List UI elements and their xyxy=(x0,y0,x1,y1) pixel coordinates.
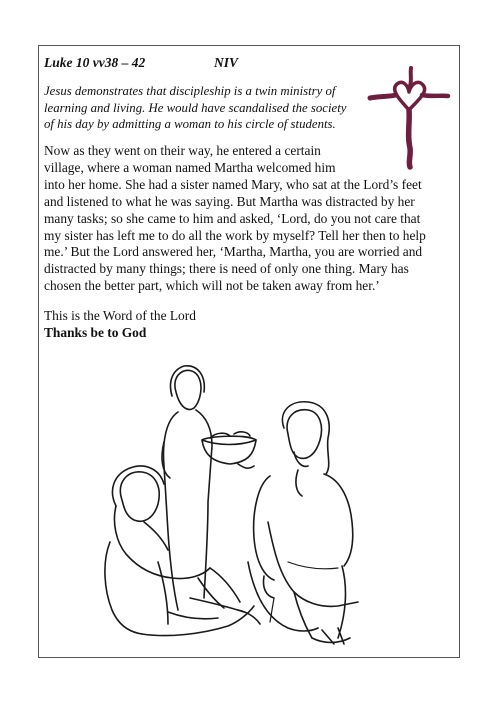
intro-line: learning and living. He would have scandalised the society xyxy=(44,100,347,115)
liturgical-response xyxy=(44,307,196,341)
jesus-figure xyxy=(248,402,358,644)
reader-response: This is the Word of the Lord xyxy=(44,308,196,323)
mary-figure xyxy=(105,466,260,636)
passage-reference: Luke 10 vv38 – 42 xyxy=(44,55,146,70)
passage-line: Now as they went on their way, he entered a certain xyxy=(44,143,321,158)
gospel-passage xyxy=(44,143,458,295)
scripture-reference xyxy=(44,55,239,71)
passage-line: distracted by many things; there is need of only one thing. Mary has xyxy=(44,261,409,277)
people-response: Thanks be to God xyxy=(44,325,147,340)
intro-line: of his day by admitting a woman to his circle of students. xyxy=(44,117,336,131)
bible-version: NIV xyxy=(214,55,239,70)
passage-line: chosen the better part, which will not be taken away from her.’ xyxy=(44,278,380,294)
martha-figure xyxy=(162,366,256,610)
intro-line: Jesus demonstrates that discipleship is a twin ministry of xyxy=(44,84,336,98)
intro-paragraph xyxy=(44,83,364,133)
passage-line: into her home. She had a sister named Mary, who sat at the Lord’s feet xyxy=(44,176,422,192)
passage-line: my sister has left me to do all the work by myself? Tell her then to help xyxy=(44,227,426,243)
passage-line: me.’ But the Lord answered her, ‘Martha, Martha, you are worried and xyxy=(44,244,423,260)
passage-line: many tasks; so she came to him and asked, ‘Lord, do you not care that xyxy=(44,210,421,226)
passage-line: village, where a woman named Martha welcomed him xyxy=(44,159,336,175)
passage-line: and listened to what he was saying. But Martha was distracted by her xyxy=(44,193,415,209)
jesus-martha-mary-drawing xyxy=(98,362,398,654)
